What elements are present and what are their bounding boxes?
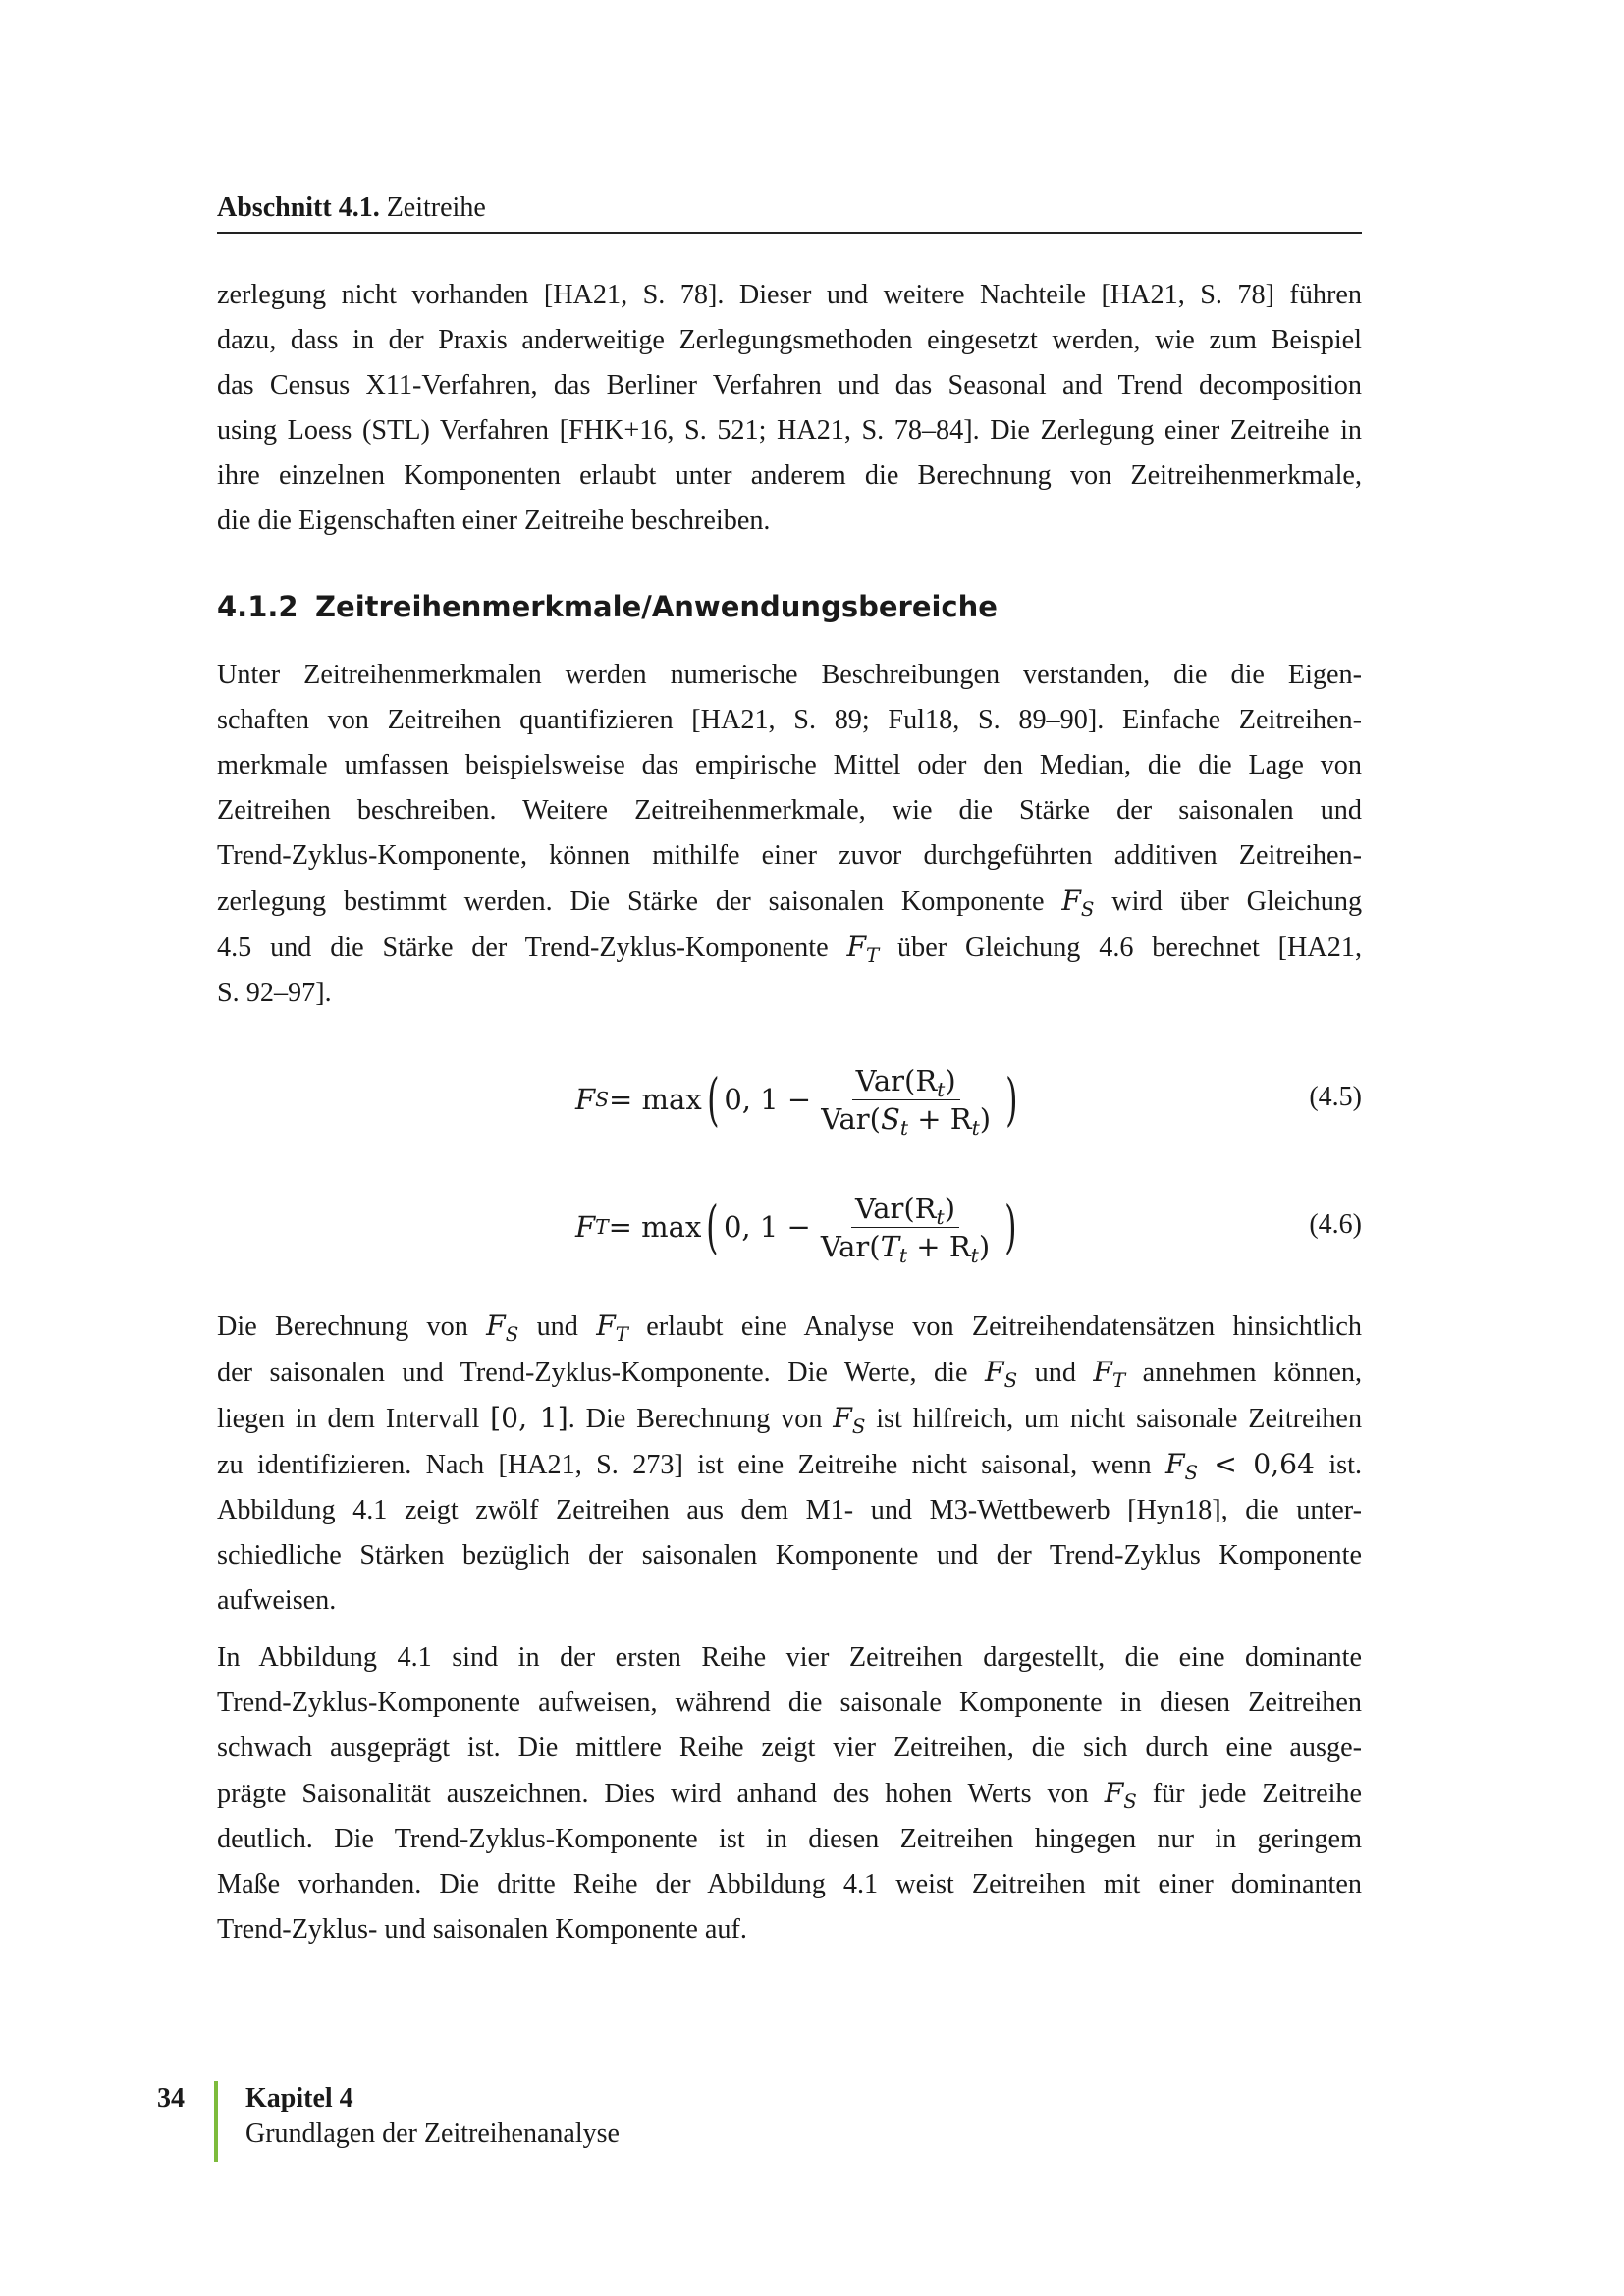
paragraph-4 <box>217 1635 1362 1952</box>
text-line: zu identifizieren. Nach [HA21, S. 273] ist eine Zeitreihe nicht saisonal, wenn $F_S < 0,64$ ist. <box>217 1448 1362 1484</box>
text-line: schaften von Zeitreihen quantifizieren [HA21, S. 89; Ful18, S. 89–90]. Einfache Zeitreihen- <box>217 705 1362 735</box>
text-line: schiedliche Stärken bezüglich der saisonalen Komponente und der Trend-Zyklus Komponente <box>217 1540 1362 1571</box>
text-line: S. 92–97]. <box>217 978 332 1008</box>
text-line: Abbildung 4.1 zeigt zwölf Zeitreihen aus dem M1- und M3-Wettbewerb [Hyn18], die unter- <box>217 1495 1362 1525</box>
text-line: zerlegung bestimmt werden. Die Stärke der saisonalen Komponente $F_S$ wird über Gleichung <box>217 884 1363 921</box>
text-line: Trend-Zyklus-Komponente aufweisen, während die saisonale Komponente in diesen Zeitreihen <box>217 1687 1362 1718</box>
math-ft: $F_T$ <box>846 931 880 967</box>
text-line: Zeitreihen beschreiben. Weitere Zeitreihenmerkmale, wie die Stärke der saisonalen und <box>217 795 1362 826</box>
text-line: zerlegung nicht vorhanden [HA21, S. 78]. Dieser und weitere Nachteile [HA21, S. 78] führen <box>217 280 1362 310</box>
text-line: Unter Zeitreihenmerkmalen werden numerische Beschreibungen verstanden, die die Eigen- <box>217 660 1362 690</box>
subsection-heading <box>217 587 1362 626</box>
text-line: schwach ausgeprägt ist. Die mittlere Reihe zeigt vier Zeitreihen, die sich durch eine ausge- <box>217 1733 1362 1763</box>
footer-chapter-title: Grundlagen der Zeitreihenanalyse <box>245 2118 620 2149</box>
text-line: merkmale umfassen beispielsweise das empirische Mittel oder den Median, die die Lage von <box>217 750 1362 780</box>
running-header <box>217 190 1362 234</box>
text-line: das Census X11-Verfahren, das Berliner Verfahren und das Seasonal and Trend decomposition <box>217 370 1362 400</box>
text-line: Trend-Zyklus- und saisonalen Komponente auf. <box>217 1914 747 1945</box>
text-line: aufweisen. <box>217 1585 337 1616</box>
text-line: die die Eigenschaften einer Zeitreihe beschreiben. <box>217 506 771 536</box>
header-section-label: Abschnitt 4.1. <box>217 192 380 223</box>
equation-number: (4.5) <box>1309 1082 1362 1112</box>
equation-4-6: F T = max ( 0, 1 − $\frac{Var(R_t)}{Var(T_t + R_t)}$ ) (4.6) <box>575 1191 1362 1267</box>
text-line: Die Berechnung von $F_S$ und $F_T$ erlaubt eine Analyse von Zeitreihendatensätzen hinsichtlich <box>217 1309 1362 1346</box>
text-line: der saisonalen und Trend-Zyklus-Komponente. Die Werte, die $F_S$ und $F_T$ annehmen können, <box>217 1356 1363 1392</box>
fraction: $\frac{Var(R_t)}{Var(T_t + R_t)}$ <box>820 1191 991 1267</box>
text-line: using Loess (STL) Verfahren [FHK+16, S. 521; HA21, S. 78–84]. Die Zerlegung einer Zeitreihe in <box>217 415 1362 446</box>
header-section-title: Zeitreihe <box>386 192 486 223</box>
page-number: 34 <box>157 2083 185 2113</box>
subsection-number: 4.1.2 <box>217 590 298 623</box>
fraction: $\frac{Var(R_t)}{Var(S_t + R_t)}$ <box>821 1063 992 1140</box>
footer-chapter-label: Kapitel 4 <box>245 2083 353 2113</box>
text-line: In Abbildung 4.1 sind in der ersten Reihe vier Zeitreihen dargestellt, die eine dominante <box>217 1642 1362 1673</box>
footer-divider <box>214 2081 218 2162</box>
equation-4-5: F S = max ( 0, 1 − $\frac{Var(R_t)}{Var(S_t + R_t)}$ ) (4.5) <box>575 1063 1362 1140</box>
paragraph-1 <box>217 273 1362 544</box>
subsection-title: Zeitreihenmerkmale/Anwendungsbereiche <box>315 590 998 623</box>
footer-chapter <box>245 2081 620 2152</box>
equation-number: (4.6) <box>1309 1209 1362 1240</box>
text-line: deutlich. Die Trend-Zyklus-Komponente ist in diesen Zeitreihen hingegen nur in geringem <box>217 1824 1362 1854</box>
paragraph-3 <box>217 1304 1362 1624</box>
text-line: liegen in dem Intervall [0, 1]. Die Berechnung von $F_S$ ist hilfreich, um nicht saisonale Zeitreihen <box>217 1402 1363 1438</box>
text-line: Maße vorhanden. Die dritte Reihe der Abbildung 4.1 weist Zeitreihen mit einer dominanten <box>217 1869 1362 1899</box>
math-fs: $F_S$ <box>1061 884 1095 921</box>
text-line: prägte Saisonalität auszeichnen. Dies wird anhand des hohen Werts von $F_S$ für jede Zeitreihe <box>217 1777 1363 1813</box>
text-line: ihre einzelnen Komponenten erlaubt unter anderem die Berechnung von Zeitreihenmerkmale, <box>217 460 1362 491</box>
text-line: dazu, dass in der Praxis anderweitige Zerlegungsmethoden eingesetzt werden, wie zum Beispiel <box>217 325 1362 355</box>
text-line: Trend-Zyklus-Komponente, können mithilfe einer zuvor durchgeführten additiven Zeitreihen- <box>217 840 1362 871</box>
paragraph-2 <box>217 653 1362 1016</box>
text-line: 4.5 und die Stärke der Trend-Zyklus-Komponente $F_T$ über Gleichung 4.6 berechnet [HA21, <box>217 931 1363 967</box>
